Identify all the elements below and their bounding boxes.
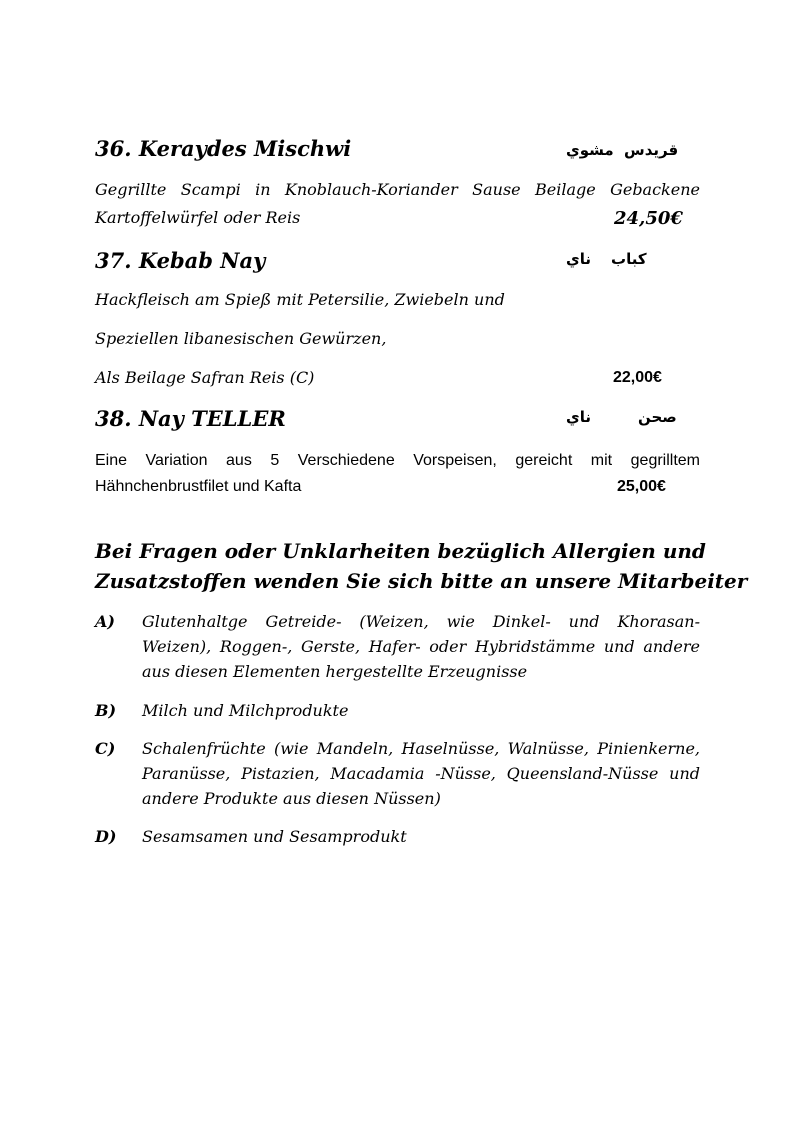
item-title: 38. Nay TELLER [95, 406, 286, 431]
item-title: 36. Keraydes Mischwi [95, 136, 352, 161]
allergen-text: Schalenfrüchte (wie Mandeln, Haselnüsse, Walnüsse, Pinienkerne, [142, 739, 700, 758]
allergen-text: Weizen), Roggen-, Gerste, Hafer- oder Hybridstämme und andere [142, 637, 700, 656]
item-description: Eine Variation aus 5 Verschiedene Vorspeisen, gereicht mit gegrilltem [95, 452, 700, 469]
item-description: Als Beilage Safran Reis (C) [95, 368, 315, 387]
allergen-heading: Bei Fragen oder Unklarheiten bezüglich Allergien und [95, 539, 706, 563]
allergen-letter: B) [95, 701, 117, 720]
item-arabic-word: صحن [638, 408, 677, 426]
item-description: Hackfleisch am Spieß mit Petersilie, Zwiebeln und [95, 290, 505, 309]
allergen-letter: D) [95, 827, 117, 846]
item-description: Speziellen libanesischen Gewürzen, [95, 329, 387, 348]
allergen-letter: A) [95, 612, 115, 631]
item-arabic-word: قريدس [624, 141, 679, 159]
item-arabic-word: ناي [566, 408, 592, 426]
allergen-letter: C) [95, 739, 116, 758]
item-price: 25,00€ [617, 478, 666, 495]
allergen-text: Sesamsamen und Sesamprodukt [142, 827, 407, 846]
allergen-text: Milch und Milchprodukte [142, 701, 349, 720]
item-arabic-word: مشوي [566, 141, 614, 159]
item-arabic-word: ناي [566, 250, 592, 268]
item-description: Kartoffelwürfel oder Reis [95, 208, 301, 227]
allergen-text: andere Produkte aus diesen Nüssen) [142, 789, 441, 808]
item-price: 22,00€ [613, 369, 662, 386]
allergen-text: Paranüsse, Pistazien, Macadamia -Nüsse, Queensland-Nüsse und [142, 764, 700, 783]
item-price: 24,50€ [614, 208, 683, 229]
item-description: Hähnchenbrustfilet und Kafta [95, 478, 302, 495]
allergen-text: aus diesen Elementen hergestellte Erzeugnisse [142, 662, 528, 681]
allergen-text: Glutenhaltge Getreide- (Weizen, wie Dinkel- und Khorasan- [142, 612, 700, 631]
allergen-heading: Zusatzstoffen wenden Sie sich bitte an unsere Mitarbeiter [95, 569, 748, 593]
item-title: 37. Kebab Nay [95, 248, 266, 273]
item-description: Gegrillte Scampi in Knoblauch-Koriander Sause Beilage Gebackene [95, 180, 700, 199]
item-arabic-word: كباب [611, 250, 647, 268]
